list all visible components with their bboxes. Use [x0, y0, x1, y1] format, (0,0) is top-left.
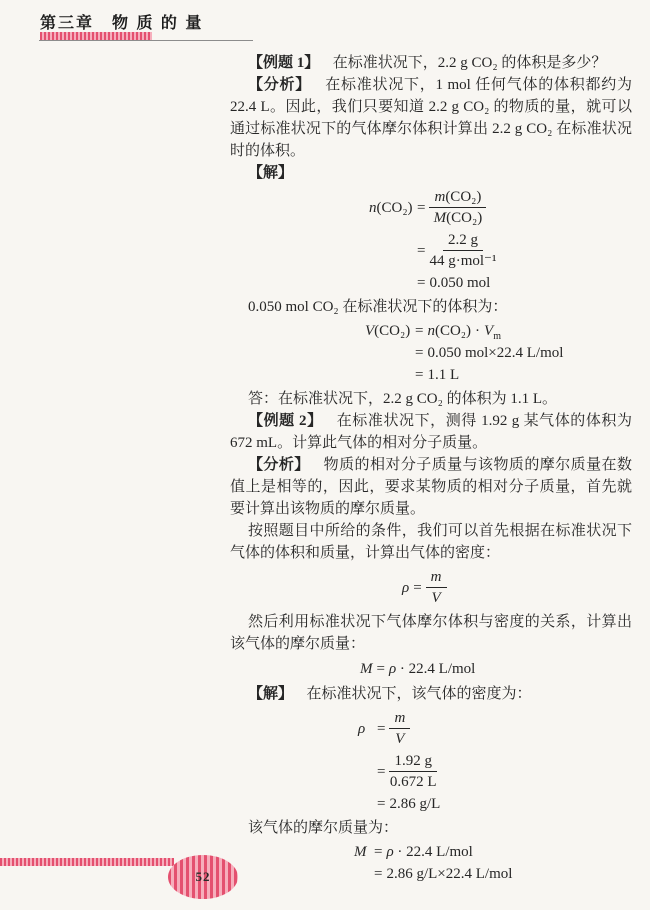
math-var: M [433, 210, 447, 226]
equals-sign: = [415, 323, 424, 339]
math-result: 2.86 g/L [389, 796, 441, 812]
solution1-label-line [230, 162, 632, 184]
equals-sign: = [417, 199, 426, 216]
analysis1-paragraph [230, 74, 632, 162]
solution1-label: 【解】 [248, 165, 294, 181]
page-number-oval [168, 855, 238, 899]
math-var: m [434, 189, 446, 205]
math-lhs [365, 320, 411, 342]
math-var: V [395, 731, 405, 747]
page-number: 52 [195, 869, 211, 884]
analysis2-text: 物质的相对分子质量与该物质的摩尔质量在数值上是相等的，因此，要求某物质的相对分子质量，首先就要计算出该物质的摩尔质量。 [230, 457, 632, 517]
math-var: ρ [402, 579, 410, 596]
equals-sign: = [417, 242, 426, 259]
math-units: · 22.4 L/mol [393, 844, 473, 860]
equals-sign: = [417, 275, 426, 291]
math-var: m [430, 569, 442, 585]
equation-line [369, 272, 632, 294]
equals-sign: = [377, 796, 386, 812]
equation-line [365, 342, 632, 364]
math-var: ρ [386, 844, 394, 860]
molar-mass-intro2-paragraph: 该气体的摩尔质量为： [248, 820, 399, 836]
math-var: m [394, 710, 406, 726]
example2-heading [230, 410, 632, 454]
fraction-numerator [426, 568, 447, 588]
math-var: n [369, 199, 377, 216]
equals-sign: = [413, 579, 422, 596]
equation-line [358, 707, 632, 750]
example1-heading [230, 52, 632, 74]
equals-sign: = [374, 866, 383, 882]
page-body [230, 52, 632, 887]
density-intro-paragraph: 按照题目中所给的条件，我们可以首先根据在标准状况下气体的体积和质量，计算出气体的密度： [230, 523, 632, 561]
math-subscript: m [493, 331, 501, 342]
example2-label: 【例题 2】 [248, 413, 323, 429]
equation-line [358, 750, 632, 793]
equation-line [358, 793, 632, 815]
equation-molar-mass-definition [360, 658, 632, 680]
fraction-denominator: 0.672 L [389, 774, 437, 790]
answer1-paragraph: 答：在标准状况下，2.2 g CO₂ 的体积为 1.1 L。 [248, 391, 557, 407]
equals-sign: = [415, 345, 424, 361]
fraction [389, 709, 410, 748]
equation-line [369, 186, 632, 229]
math-expression [386, 841, 472, 863]
analysis2-paragraph [230, 454, 632, 520]
fraction-denominator: 44 g·mol⁻¹ [429, 253, 497, 269]
math-result: 0.050 mol [429, 275, 491, 291]
math-lhs [402, 577, 409, 599]
math-var: V [484, 323, 494, 339]
fraction-denominator [395, 729, 404, 748]
fraction-numerator: 2.2 g [443, 231, 483, 251]
math-var: ρ [388, 661, 397, 677]
equation-line [402, 566, 632, 609]
math-var: ρ [358, 720, 366, 737]
example2-text: 在标准状况下，测得 1.92 g 某气体的体积为 672 mL。计算此气体的相对分子质量。 [230, 413, 632, 451]
footer-stripe-bar [0, 858, 174, 866]
math-arg: (CO₂) [446, 210, 483, 226]
equation-line [365, 364, 632, 386]
math-lhs [360, 658, 373, 680]
volume-intro-paragraph: 0.050 mol CO₂ 在标准状况下的体积为： [248, 299, 508, 315]
fraction-denominator [434, 208, 483, 227]
solution2-text: 在标准状况下，该气体的密度为： [306, 686, 532, 702]
fraction-numerator: 1.92 g [389, 752, 437, 772]
math-lhs [354, 841, 370, 863]
example1-text: 在标准状况下，2.2 g CO₂ 的体积是多少？ [332, 55, 607, 71]
header-rule-line [39, 40, 253, 41]
equation-line [360, 658, 632, 680]
math-expression [389, 658, 475, 680]
multiplication-dot: · [475, 323, 481, 339]
equals-sign: = [377, 763, 386, 780]
chapter-title: 第三章 物 质 的 量 [40, 15, 204, 32]
fraction-numerator [389, 709, 410, 729]
fraction [429, 231, 496, 270]
equation-molar-mass-calculation [354, 841, 632, 885]
equals-sign: = [415, 367, 424, 383]
math-var: M [360, 661, 373, 677]
math-result: 2.86 g/L×22.4 L/mol [386, 866, 513, 882]
fraction [429, 188, 486, 227]
math-expression: 0.050 mol×22.4 L/mol [427, 345, 564, 361]
math-arg: (CO₂) [445, 189, 482, 205]
math-var: M [354, 844, 367, 860]
equation-line [365, 320, 632, 342]
math-result: 1.1 L [427, 367, 460, 383]
equation-line [354, 863, 632, 885]
math-var: V [365, 323, 375, 339]
math-units: · 22.4 L/mol [396, 661, 476, 677]
math-arg: (CO₂) [434, 323, 472, 339]
equals-sign: = [377, 720, 386, 737]
equation-line [354, 841, 632, 863]
equation-density-calculation [358, 707, 632, 815]
fraction [389, 752, 437, 791]
molar-mass-intro-paragraph: 然后利用标准状况下气体摩尔体积与密度的关系，计算出该气体的摩尔质量： [230, 614, 632, 652]
math-arg: (CO₂) [374, 323, 411, 339]
equation-density-definition [402, 566, 632, 609]
fraction [426, 568, 447, 607]
analysis1-text: 在标准状况下，1 mol 任何气体的体积都约为 22.4 L。因此，我们只要知道 2.2 g CO₂ 的物质的量，就可以通过标准状况下的气体摩尔体积计算出 2.2 g CO₂ 在标准状况时的体积。 [230, 77, 632, 159]
analysis1-label: 【分析】 [248, 77, 311, 93]
solution2-heading [230, 683, 632, 705]
equation-mole-of-co2 [369, 186, 632, 294]
equals-sign: = [376, 661, 385, 677]
fraction-denominator [432, 588, 441, 607]
math-expression [427, 320, 501, 342]
analysis2-label: 【分析】 [248, 457, 310, 473]
equation-line [369, 229, 632, 272]
math-arg: (CO₂) [376, 199, 413, 216]
equals-sign: = [374, 844, 383, 860]
example1-label: 【例题 1】 [248, 55, 320, 71]
math-lhs [358, 718, 373, 740]
math-var: V [431, 590, 441, 606]
equation-volume-of-co2 [365, 320, 632, 386]
math-var: n [427, 323, 435, 339]
header-stripe-bar [40, 32, 152, 40]
fraction-numerator [429, 188, 486, 208]
solution2-label: 【解】 [248, 686, 294, 702]
math-lhs [369, 197, 413, 219]
